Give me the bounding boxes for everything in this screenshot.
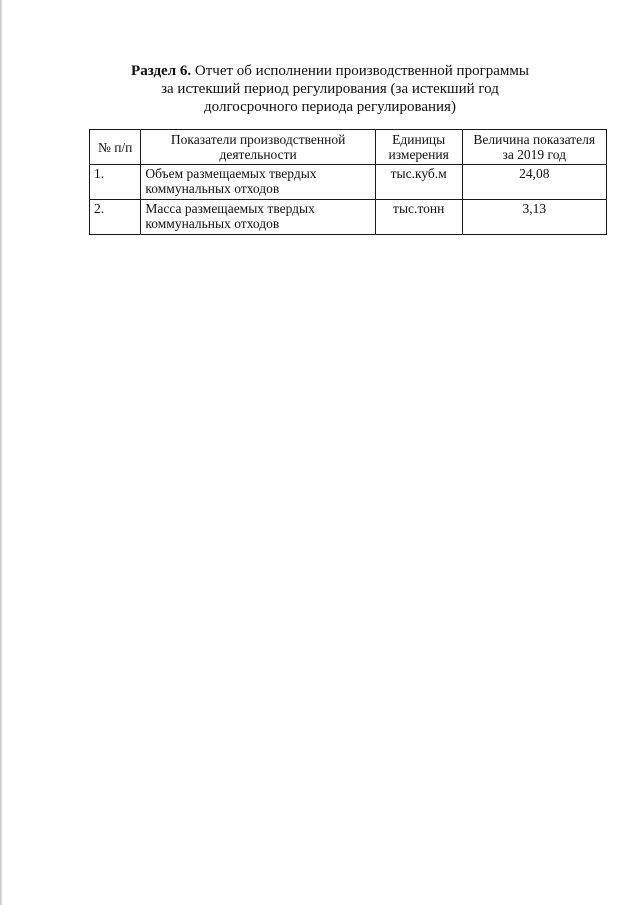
scan-page-edge	[0, 0, 3, 905]
row-value: 3,13	[462, 200, 607, 235]
row-value: 24,08	[462, 165, 607, 200]
table-row	[90, 165, 607, 200]
row-unit: тыс.куб.м	[375, 165, 462, 200]
row-num: 2.	[90, 200, 141, 235]
table-row	[90, 200, 607, 235]
section-heading	[60, 62, 600, 116]
heading-line-1	[60, 62, 600, 80]
header-value: Величина показателя за 2019 год	[462, 130, 607, 165]
header-indicator: Показатели производственной деятельности	[141, 130, 376, 165]
production-report-table	[89, 129, 607, 235]
header-unit: Единицы измерения	[375, 130, 462, 165]
row-num: 1.	[90, 165, 141, 200]
section-title: Отчет об исполнении производственной программы	[194, 63, 529, 79]
row-indicator: Масса размещаемых твердых коммунальных отходов	[141, 200, 376, 235]
row-indicator: Объем размещаемых твердых коммунальных отходов	[141, 165, 376, 200]
row-unit: тыс.тонн	[375, 200, 462, 235]
heading-line-2: за истекший период регулирования (за истекший год	[161, 81, 499, 97]
table-header-row	[90, 130, 607, 165]
section-label: Раздел 6.	[131, 63, 192, 79]
heading-line-3: долгосрочного периода регулирования)	[204, 99, 456, 115]
header-num: № п/п	[90, 130, 141, 165]
